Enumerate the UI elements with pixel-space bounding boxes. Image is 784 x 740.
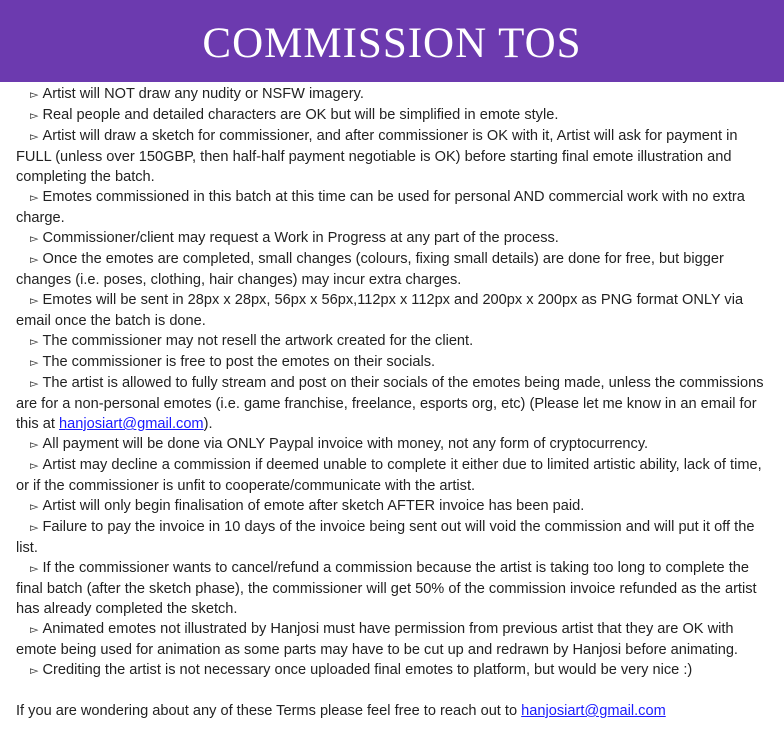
rule-item	[16, 84, 774, 105]
rule-text: Artist will only begin finalisation of emote after sketch AFTER invoice has been paid.	[42, 498, 585, 514]
rule-text: Real people and detailed characters are OK but will be simplified in emote style.	[42, 107, 559, 123]
rules-list	[16, 84, 774, 681]
rule-text: Animated emotes not illustrated by Hanjosi must have permission from previous artist that they are OK with emote being used for animation as some parts may have to be cut up and redrawn by Hanjosi before animating.	[16, 621, 738, 658]
rule-text: Emotes will be sent in 28px x 28px, 56px x 56px,112px x 112px and 200px x 200px as PNG format ONLY via email once the batch is done.	[16, 292, 744, 329]
bullet-icon: ▻	[30, 501, 39, 513]
footer-email-link[interactable]: hanjosiart@gmail.com	[521, 703, 666, 719]
bullet-icon: ▻	[30, 233, 39, 245]
rule-text: All payment will be done via ONLY Paypal invoice with money, not any form of cryptocurrency.	[42, 436, 649, 452]
rule-text: Commissioner/client may request a Work in Progress at any part of the process.	[42, 230, 559, 246]
bullet-icon: ▻	[30, 665, 39, 677]
bullet-icon: ▻	[30, 89, 39, 101]
rule-item	[16, 352, 774, 373]
bullet-icon: ▻	[30, 460, 39, 472]
rule-text: Artist will draw a sketch for commissioner, and after commissioner is OK with it, Artist will ask for payment in FULL (unless over 150GBP, then half-half payment negotiable is OK) before starting final emote illustration and completing the batch.	[16, 128, 738, 185]
rule-item	[16, 558, 774, 619]
bullet-icon: ▻	[30, 131, 39, 143]
tos-content	[16, 84, 774, 721]
rule-item	[16, 105, 774, 126]
page-title: COMMISSION TOS	[202, 19, 582, 67]
rule-item	[16, 373, 774, 434]
rule-item	[16, 228, 774, 249]
rule-text: The commissioner is free to post the emotes on their socials.	[42, 354, 436, 370]
rule-text: Artist will NOT draw any nudity or NSFW imagery.	[42, 86, 364, 102]
bullet-icon: ▻	[30, 192, 39, 204]
rule-item	[16, 660, 774, 681]
footer-text: If you are wondering about any of these Terms please feel free to reach out to	[16, 703, 522, 719]
bullet-icon: ▻	[30, 254, 39, 266]
rule-text: Crediting the artist is not necessary once uploaded final emotes to platform, but would be very nice :)	[42, 662, 693, 678]
bullet-icon: ▻	[30, 110, 39, 122]
rule-text: Once the emotes are completed, small changes (colours, fixing small details) are done for free, but bigger changes (i.e. poses, clothing, hair changes) may incur extra charges.	[16, 251, 724, 288]
bullet-icon: ▻	[30, 624, 39, 636]
bullet-icon: ▻	[30, 522, 39, 534]
bullet-icon: ▻	[30, 439, 39, 451]
bullet-icon: ▻	[30, 378, 39, 390]
rule-item	[16, 496, 774, 517]
footer-note	[16, 701, 774, 721]
bullet-icon: ▻	[30, 563, 39, 575]
rule-text: Failure to pay the invoice in 10 days of the invoice being sent out will void the commission and will put it off the list.	[16, 519, 755, 556]
rule-text: Artist may decline a commission if deemed unable to complete it either due to limited artistic ability, lack of time, or if the commissioner is unfit to cooperate/communicate with the artist.	[16, 457, 762, 494]
bullet-icon: ▻	[30, 295, 39, 307]
rule-item	[16, 434, 774, 455]
email-link[interactable]: hanjosiart@gmail.com	[59, 416, 204, 432]
bullet-icon: ▻	[30, 336, 39, 348]
rule-item	[16, 517, 774, 558]
rule-text: Emotes commissioned in this batch at this time can be used for personal AND commercial work with no extra charge.	[16, 189, 745, 226]
rule-item	[16, 290, 774, 331]
rule-text: The commissioner may not resell the artwork created for the client.	[42, 333, 474, 349]
rule-item	[16, 126, 774, 187]
rule-item	[16, 331, 774, 352]
rule-item	[16, 249, 774, 290]
rule-item	[16, 187, 774, 228]
rule-text: If the commissioner wants to cancel/refund a commission because the artist is taking too long to complete the final batch (after the sketch phase), the commissioner will get 50% of the commission invoice refunded as the artist has already completed the sketch.	[16, 560, 757, 617]
rule-item	[16, 455, 774, 496]
rule-item	[16, 619, 774, 660]
rule-text-after: ).	[203, 416, 213, 432]
bullet-icon: ▻	[30, 357, 39, 369]
rule-text: The artist is allowed to fully stream and post on their socials of the emotes being made, unless the commissions are for a non-personal emotes (i.e. game franchise, freelance, esports org, etc) (Please let me know in an email for this at	[16, 375, 764, 432]
header-banner	[0, 0, 784, 82]
